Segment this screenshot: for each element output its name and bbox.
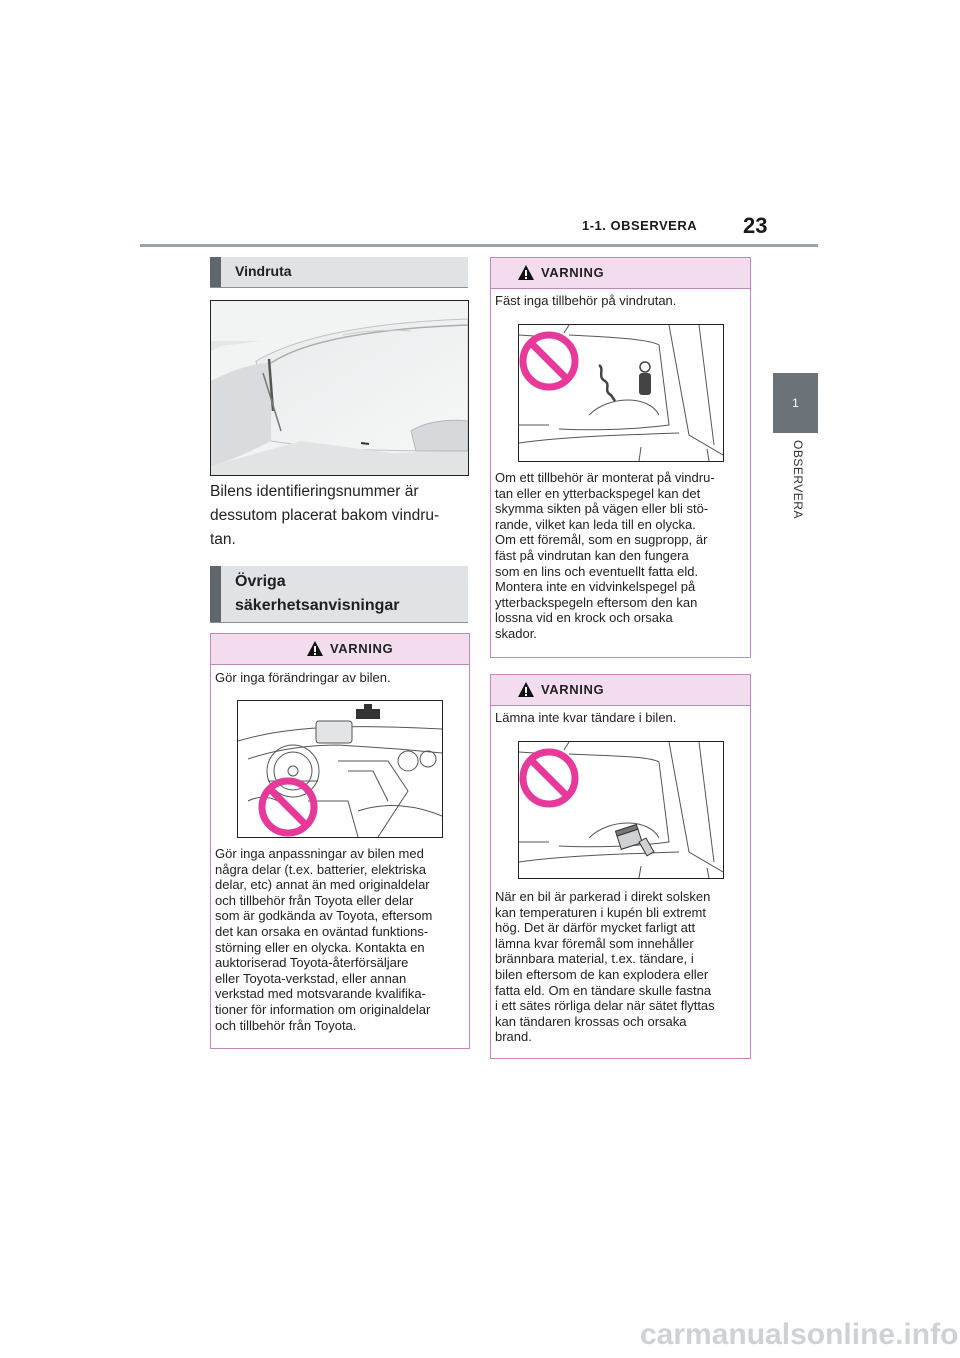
header-rule (140, 244, 818, 247)
windshield-text: Bilens identifieringsnummer är dessutom placerat bakom vindru- tan. (210, 483, 440, 548)
warning-header: VARNING (491, 675, 750, 706)
warning-box-windshield-accessories (490, 257, 751, 658)
dashboard-drawing (238, 701, 442, 837)
chapter-label: OBSERVERA (791, 440, 805, 519)
watermark: carmanualsonline.info (640, 1318, 959, 1351)
windshield-illustration (210, 300, 469, 476)
warning-header: VARNING (491, 258, 750, 289)
lighter-illustration (518, 741, 724, 879)
windshield-accessory-illustration (518, 324, 724, 462)
page-number: 23 (743, 213, 768, 238)
windshield-heading (210, 257, 468, 288)
warning-box-lighters (490, 674, 751, 1059)
warning-box-modifications (210, 633, 470, 1049)
other-safety-heading: Övriga säkerhetsanvisningar (210, 566, 468, 623)
section-title: 1-1. OBSERVERA (582, 218, 698, 233)
warning-body-text: Om ett tillbehör är monterat på vindru- tan eller en ytterbackspegel kan det skymma sikten på vägen eller bli stö- rande, vilket kan leda till en olycka. Om ett föremål, som en sugpropp, är fäst på vindrutan kan den fungera som en lins och eventuellt fatta eld. Montera inte en vidvinkelspegel på ytterbackspegeln eftersom den kan lossna vid en krock och orsaka skador. (495, 470, 715, 641)
warning-triangle-icon (517, 681, 535, 698)
warning-body-text: När en bil är parkerad i direkt solsken kan temperaturen i kupén bli extremt hög. Det är därför mycket farligt att lämna kvar föremål som innehåller brännbara material, t.ex. tändare, i bilen eftersom de kan explodera eller fatta eld. Om en tändare skulle fastna i ett sätes rörliga delar när sätet flyttas kan tändaren krossas och orsaka brand. (495, 889, 715, 1045)
chapter-tab[interactable]: 1 (773, 373, 818, 433)
windshield-drawing (211, 301, 468, 475)
windshield-heading-text: Vindruta (235, 263, 292, 279)
warning-intro: Fäst inga tillbehör på vindrutan. (495, 293, 677, 308)
warning-triangle-icon (306, 640, 324, 657)
warning-triangle-icon (517, 264, 535, 281)
warning-header: VARNING (211, 634, 469, 665)
warning-body-text: Gör inga anpassningar av bilen med några delar (t.ex. batterier, elektriska delar, etc) annat än med originaldelar och tillbehör från Toyota eller delar som är godkända av Toyota, eftersom det kan orsaka en oväntad funktions- störning eller en olycka. Kontakta en auktoriserad Toyota-återförsäljare eller Toyota-verkstad, eller annan verkstad med motsvarande kvalifika- tioner för information om originaldelar och tillbehör från Toyota. (215, 846, 433, 1033)
warning-intro: Gör inga förändringar av bilen. (215, 670, 391, 685)
warning-intro: Lämna inte kvar tändare i bilen. (495, 710, 677, 725)
lighter-drawing (519, 742, 723, 878)
windshield-accessory-drawing (519, 325, 723, 461)
dashboard-illustration (237, 700, 443, 838)
